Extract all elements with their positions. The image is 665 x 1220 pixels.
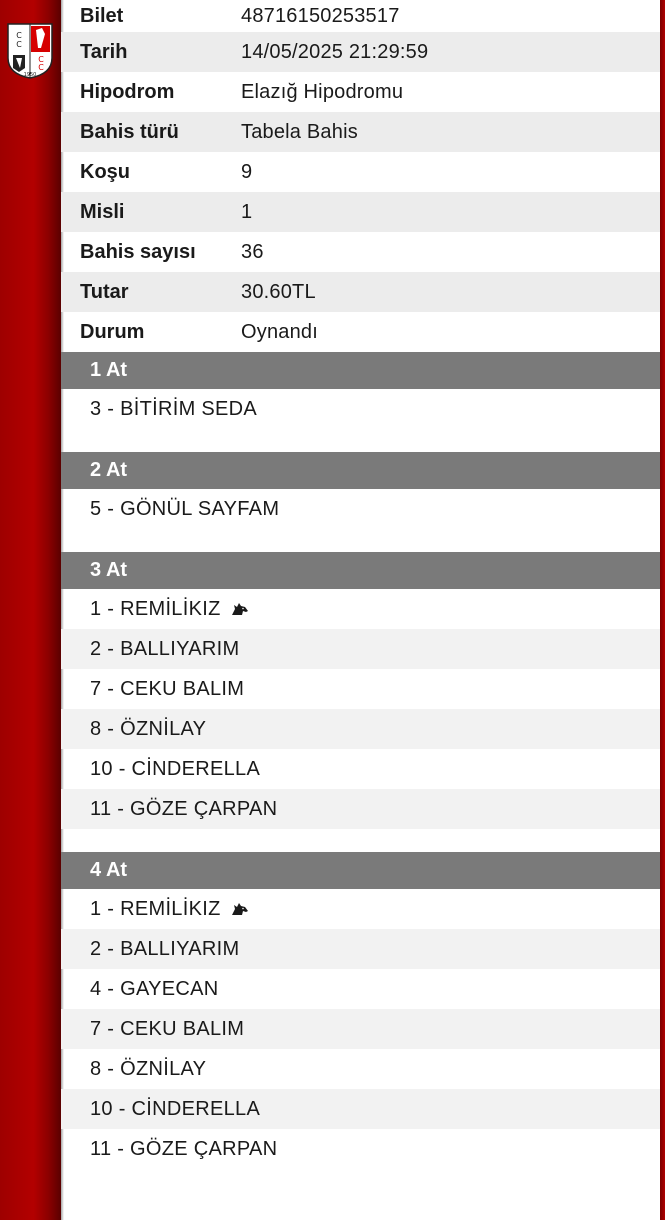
ticket-field-value: 30.60TL [241,280,316,303]
ticket-info-table [61,0,660,352]
section-spacer [61,429,660,452]
horse-name: 11 - GÖZE ÇARPAN [90,1137,278,1160]
leg-section [61,452,660,552]
horse-row [61,749,660,789]
logo-year: 1950 [23,72,37,78]
svg-text:C: C [16,40,22,49]
ticket-field-value: 9 [241,160,253,183]
leg-section-header: 4 At [61,852,660,889]
horse-row [61,709,660,749]
horse-row [61,1009,660,1049]
ticket-field-label: Hipodrom [80,80,175,103]
ticket-row-4 [61,152,660,192]
ticket-field-label: Bahis sayısı [80,240,196,263]
ticket-field-value: 14/05/2025 21:29:59 [241,40,429,63]
ticket-field-label: Tutar [80,280,129,303]
section-spacer [61,529,660,552]
club-logo [5,20,55,80]
horse-name: 11 - GÖZE ÇARPAN [90,797,278,820]
ticket-field-value: Tabela Bahis [241,120,358,143]
svg-text:C: C [38,55,44,64]
ticket-row-2 [61,72,660,112]
horse-row [61,1049,660,1089]
ticket-row-3 [61,112,660,152]
ticket-row-6 [61,232,660,272]
section-spacer [61,1169,660,1192]
leg-section-header: 3 At [61,552,660,589]
ticket-field-label: Durum [80,320,145,343]
ticket-field-label: Misli [80,200,125,223]
horse-name: 4 - GAYECAN [90,977,219,1000]
ticket-row-1 [61,32,660,72]
leg-section [61,852,660,1192]
horse-sections [61,352,660,1192]
horse-row [61,929,660,969]
horse-name: 3 - BİTİRİM SEDA [90,397,258,420]
ticket-row-0 [61,0,660,32]
ticket-row-5 [61,192,660,232]
ticket-field-label: Tarih [80,40,128,63]
ticket-detail [61,0,660,1192]
svg-text:C: C [16,31,22,40]
horse-name: 5 - GÖNÜL SAYFAM [90,497,280,520]
horse-row [61,789,660,829]
leg-section [61,552,660,852]
leg-section-header: 1 At [61,352,660,389]
horse-row [61,629,660,669]
horse-name: 2 - BALLIYARIM [90,937,240,960]
horse-row [61,889,660,929]
horse-name: 1 - REMİLİKIZ [90,597,221,620]
horse-name: 7 - CEKU BALIM [90,1017,245,1040]
horse-row [61,589,660,629]
horse-row [61,389,660,429]
svg-text:C: C [38,63,44,72]
horse-name: 7 - CEKU BALIM [90,677,245,700]
horse-row [61,489,660,529]
left-brand-bar [0,0,61,1220]
ticket-field-value: 36 [241,240,264,263]
horse-name: 2 - BALLIYARIM [90,637,240,660]
ticket-field-label: Bahis türü [80,120,179,143]
horse-row [61,1089,660,1129]
horse-head-icon [231,602,249,616]
ticket-row-7 [61,272,660,312]
ticket-field-value: 48716150253517 [241,4,400,27]
ticket-row-8 [61,312,660,352]
horse-name: 10 - CİNDERELLA [90,1097,261,1120]
ticket-field-value: 1 [241,200,253,223]
leg-section [61,352,660,452]
leg-section-header: 2 At [61,452,660,489]
section-spacer [61,829,660,852]
ticket-field-label: Koşu [80,160,130,183]
horse-name: 1 - REMİLİKIZ [90,897,221,920]
horse-row [61,669,660,709]
horse-head-icon [231,902,249,916]
horse-row [61,969,660,1009]
horse-name: 8 - ÖZNİLAY [90,717,207,740]
horse-name: 8 - ÖZNİLAY [90,1057,207,1080]
ticket-field-value: Elazığ Hipodromu [241,80,404,103]
horse-name: 10 - CİNDERELLA [90,757,261,780]
ticket-field-label: Bilet [80,4,124,27]
right-brand-bar [660,0,665,1220]
horse-row [61,1129,660,1169]
ticket-field-value: Oynandı [241,320,319,343]
